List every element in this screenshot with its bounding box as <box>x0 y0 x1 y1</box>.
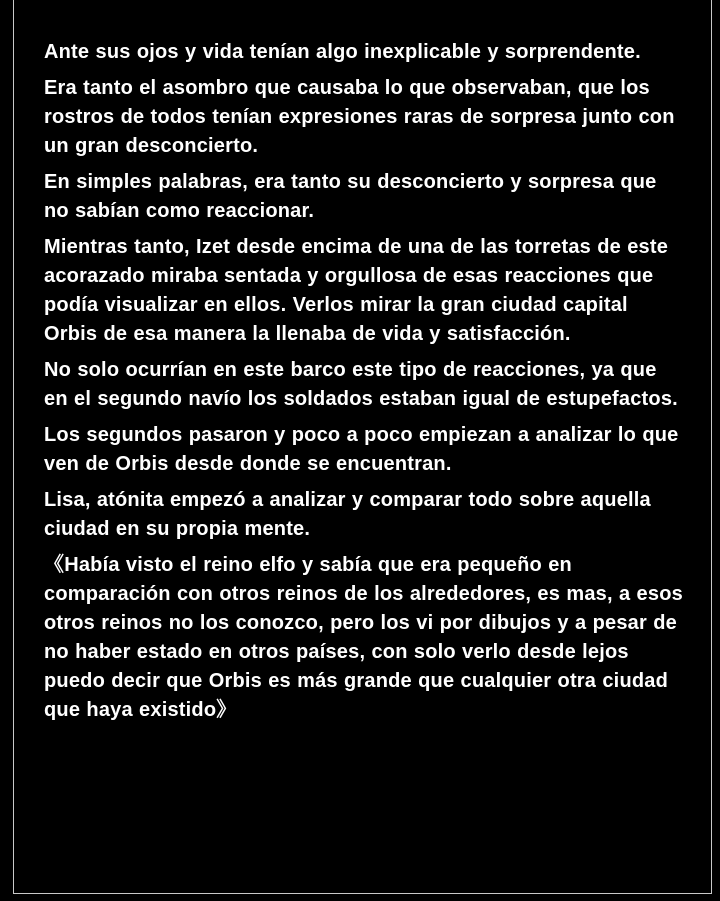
chapter-paragraph: 《Había visto el reino elfo y sabía que era pequeño en comparación con otros reinos de los alrededores, es mas, a esos otros reinos no los conozco, pero los vi por dibujos y a pesar de no haber estado en otros países, con solo verlo desde lejos puedo decir que Orbis es más grande que cualquier otra ciudad que haya existido》 <box>44 554 683 721</box>
chapter-paragraph: No solo ocurrían en este barco este tipo de reacciones, ya que en el segundo navío los soldados estaban igual de estupefactos. <box>44 359 678 410</box>
chapter-paragraph: En simples palabras, era tanto su desconcierto y sorpresa que no sabían como reaccionar. <box>44 171 657 222</box>
chapter-text-area <box>14 0 711 725</box>
chapter-paragraph: Lisa, atónita empezó a analizar y comparar todo sobre aquella ciudad en su propia mente. <box>44 489 651 540</box>
chapter-paragraph: Mientras tanto, Izet desde encima de una de las torretas de este acorazado miraba sentada y orgullosa de esas reacciones que podía visualizar en ellos. Verlos mirar la gran ciudad capital Orbis de esa manera la llenaba de vida y satisfacción. <box>44 236 669 345</box>
chapter-paragraph: Ante sus ojos y vida tenían algo inexplicable y sorprendente. <box>44 41 641 63</box>
chapter-paragraph: Los segundos pasaron y poco a poco empiezan a analizar lo que ven de Orbis desde donde se encuentran. <box>44 424 679 475</box>
reader-page-frame <box>13 0 712 894</box>
chapter-paragraph: Era tanto el asombro que causaba lo que observaban, que los rostros de todos tenían expresiones raras de sorpresa junto con un gran desconcierto. <box>44 77 675 157</box>
